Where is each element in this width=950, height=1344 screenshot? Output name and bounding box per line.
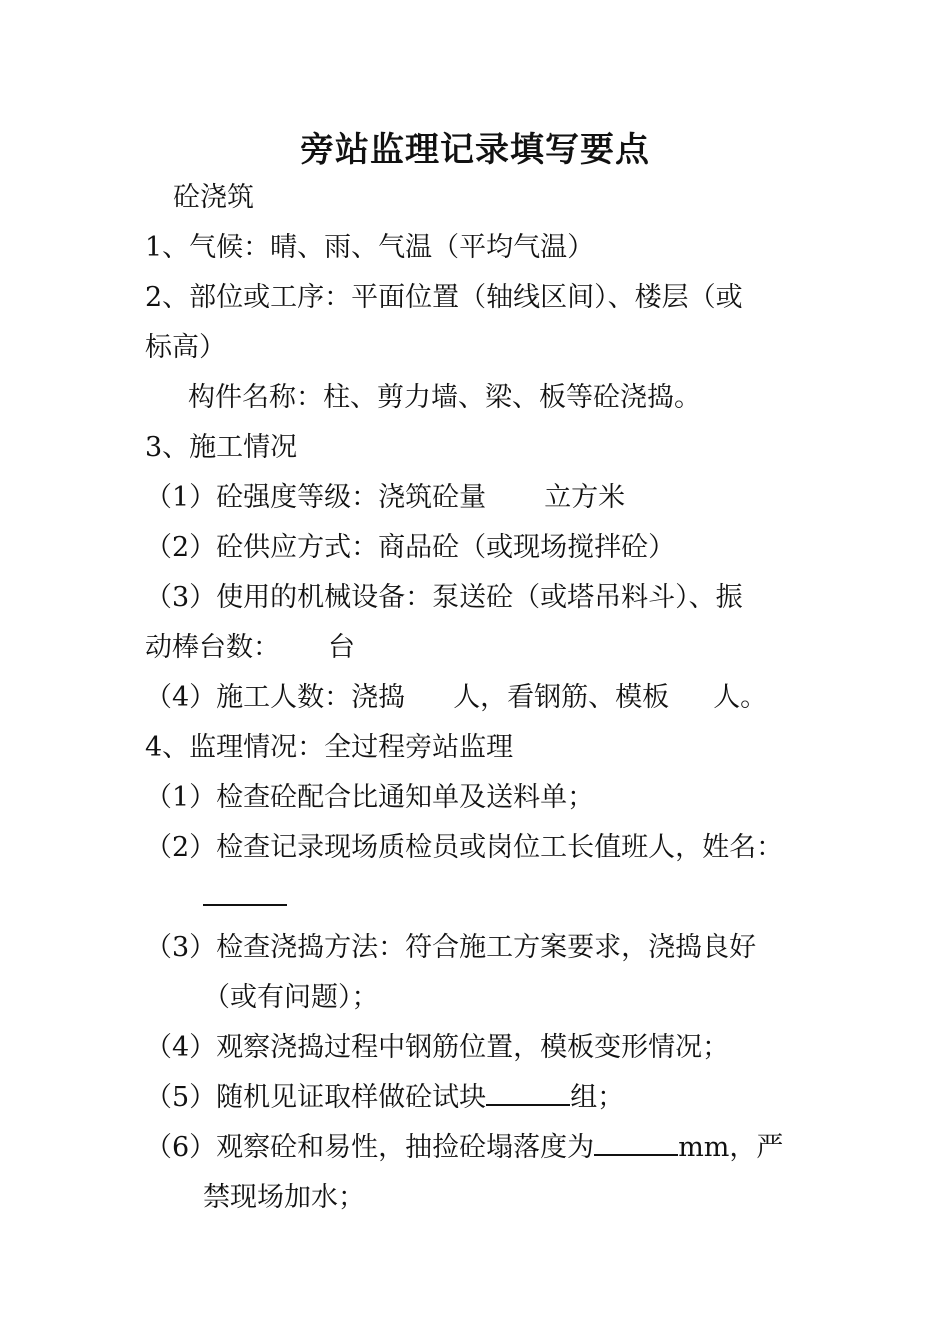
item-2-component-name: 构件名称：柱、剪力墙、梁、板等砼浇捣。 <box>188 382 701 413</box>
item-3-1-unit: 立方米 <box>544 482 626 513</box>
item-3-3-vibrator-unit: 台 <box>328 632 355 663</box>
item-1-climate: 1、气候：晴、雨、气温（平均气温） <box>145 232 595 263</box>
item-3-4-workers <box>145 680 767 716</box>
item-3-4-text-mid: 人，看钢筋、模板 <box>453 682 670 713</box>
item-3-4-text-end: 人。 <box>713 682 768 713</box>
item-4-5-unit: 组； <box>570 1082 625 1113</box>
item-4-5-text: （5）随机见证取样做砼试块 <box>145 1082 487 1113</box>
document-title: 旁站监理记录填写要点 <box>300 130 650 170</box>
section-heading: 砼浇筑 <box>173 182 254 213</box>
item-3-1-strength <box>145 480 625 516</box>
item-4-3-check-method: （3）检查浇捣方法：符合施工方案要求，浇捣良好 <box>145 932 757 963</box>
item-3-3-vibrator <box>145 630 355 666</box>
item-4-4-observe: （4）观察浇捣过程中钢筋位置，模板变形情况； <box>145 1032 730 1063</box>
item-3-2-supply: （2）砼供应方式：商品砼（或现场搅拌砼） <box>145 532 676 563</box>
item-4-2-check-record: （2）检查记录现场质检员或岗位工长值班人，姓名： <box>145 832 784 863</box>
item-4-1-check-mix: （1）检查砼配合比通知单及送料单； <box>145 782 595 813</box>
slump-value-blank <box>594 1132 678 1156</box>
sample-count-blank <box>486 1082 570 1106</box>
item-4-6-slump <box>145 1130 783 1166</box>
item-3-construction: 3、施工情况 <box>145 432 298 463</box>
item-3-3-vibrator-text: 动棒台数： <box>145 632 280 663</box>
item-4-6-unit: mm，严 <box>678 1132 784 1163</box>
item-3-4-text: （4）施工人数：浇捣 <box>145 682 406 713</box>
item-4-supervision: 4、监理情况：全过程旁站监理 <box>145 732 514 763</box>
item-3-3-equipment: （3）使用的机械设备：泵送砼（或塔吊料斗）、振 <box>145 582 743 613</box>
item-4-5-sampling <box>145 1080 624 1116</box>
item-4-6-cont: 禁现场加水； <box>203 1182 365 1213</box>
name-blank-line <box>203 882 287 906</box>
item-3-1-text: （1）砼强度等级：浇筑砼量 <box>145 482 487 513</box>
item-4-6-text: （6）观察砼和易性，抽捡砼塌落度为 <box>145 1132 595 1163</box>
item-2-location: 2、部位或工序：平面位置（轴线区间）、楼层（或 <box>145 282 743 313</box>
item-2-location-cont: 标高） <box>145 332 226 363</box>
item-4-2-name-blank <box>203 880 287 916</box>
item-4-3-check-method-cont: （或有问题）； <box>203 982 379 1013</box>
